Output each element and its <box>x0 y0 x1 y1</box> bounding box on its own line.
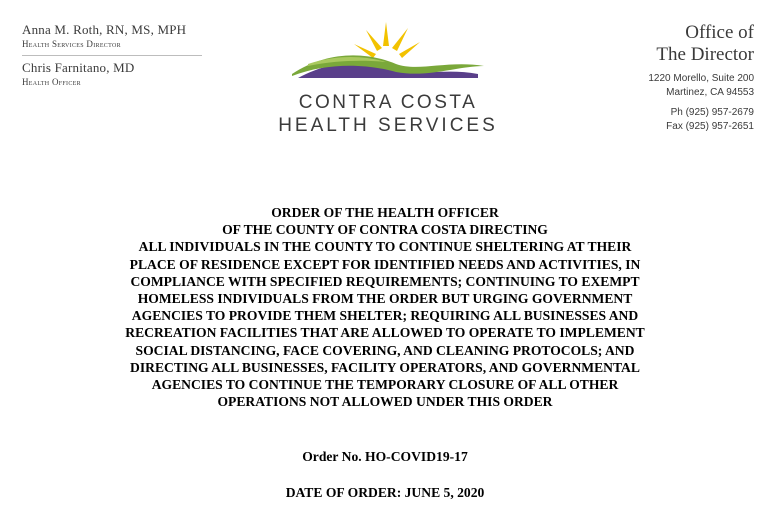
logo-text-line1: CONTRA COSTA <box>298 92 478 113</box>
office-title-line2: The Director <box>656 44 754 65</box>
contra-costa-logo <box>268 16 508 136</box>
order-title-line: SOCIAL DISTANCING, FACE COVERING, AND CLEANING PROTOCOLS; AND <box>135 342 635 358</box>
address-line2: Martinez, CA 94553 <box>666 87 754 98</box>
order-title-line: COMPLIANCE WITH SPECIFIED REQUIREMENTS; CONTINUING TO EXEMPT <box>130 273 640 289</box>
phone: Ph (925) 957-2679 <box>670 107 754 118</box>
fax: Fax (925) 957-2651 <box>666 121 754 132</box>
order-title-line: PLACE OF RESIDENCE EXCEPT FOR IDENTIFIED NEEDS AND ACTIVITIES, IN <box>129 256 641 272</box>
order-title-line: HOMELESS INDIVIDUALS FROM THE ORDER BUT URGING GOVERNMENT <box>137 291 633 307</box>
office-title-line1: Office of <box>685 22 754 43</box>
health-officer-name: Chris Farnitano, MD <box>22 60 135 75</box>
director-block <box>22 22 207 87</box>
office-block <box>574 22 754 134</box>
director-name: Anna M. Roth, RN, MS, MPH <box>22 22 187 37</box>
order-title-line: AGENCIES TO PROVIDE THEM SHELTER; REQUIRING ALL BUSINESSES AND <box>131 308 639 324</box>
order-title-line: OF THE COUNTY OF CONTRA COSTA DIRECTING <box>222 222 548 238</box>
health-officer-title: Health Officer <box>22 77 81 87</box>
order-number: Order No. HO-COVID19-17 <box>302 449 468 464</box>
sun-hills-icon <box>268 16 508 92</box>
order-title-line: RECREATION FACILITIES THAT ARE ALLOWED TO OPERATE TO IMPLEMENT <box>125 325 645 341</box>
order-title-line: ALL INDIVIDUALS IN THE COUNTY TO CONTINUE SHELTERING AT THEIR <box>138 239 632 255</box>
director-title: Health Services Director <box>22 39 121 49</box>
address-line1: 1220 Morello, Suite 200 <box>648 73 754 84</box>
order-title-line: DIRECTING ALL BUSINESSES, FACILITY OPERATORS, AND GOVERNMENTAL <box>130 359 640 375</box>
logo-text-line2: HEALTH SERVICES <box>278 115 498 136</box>
order-date: DATE OF ORDER: JUNE 5, 2020 <box>285 485 485 500</box>
divider <box>22 55 202 56</box>
order-title-line: AGENCIES TO CONTINUE THE TEMPORARY CLOSURE OF ALL OTHER <box>151 377 619 393</box>
order-title <box>40 204 730 410</box>
order-title-line: ORDER OF THE HEALTH OFFICER <box>271 205 499 220</box>
order-title-line: OPERATIONS NOT ALLOWED UNDER THIS ORDER <box>217 394 553 410</box>
